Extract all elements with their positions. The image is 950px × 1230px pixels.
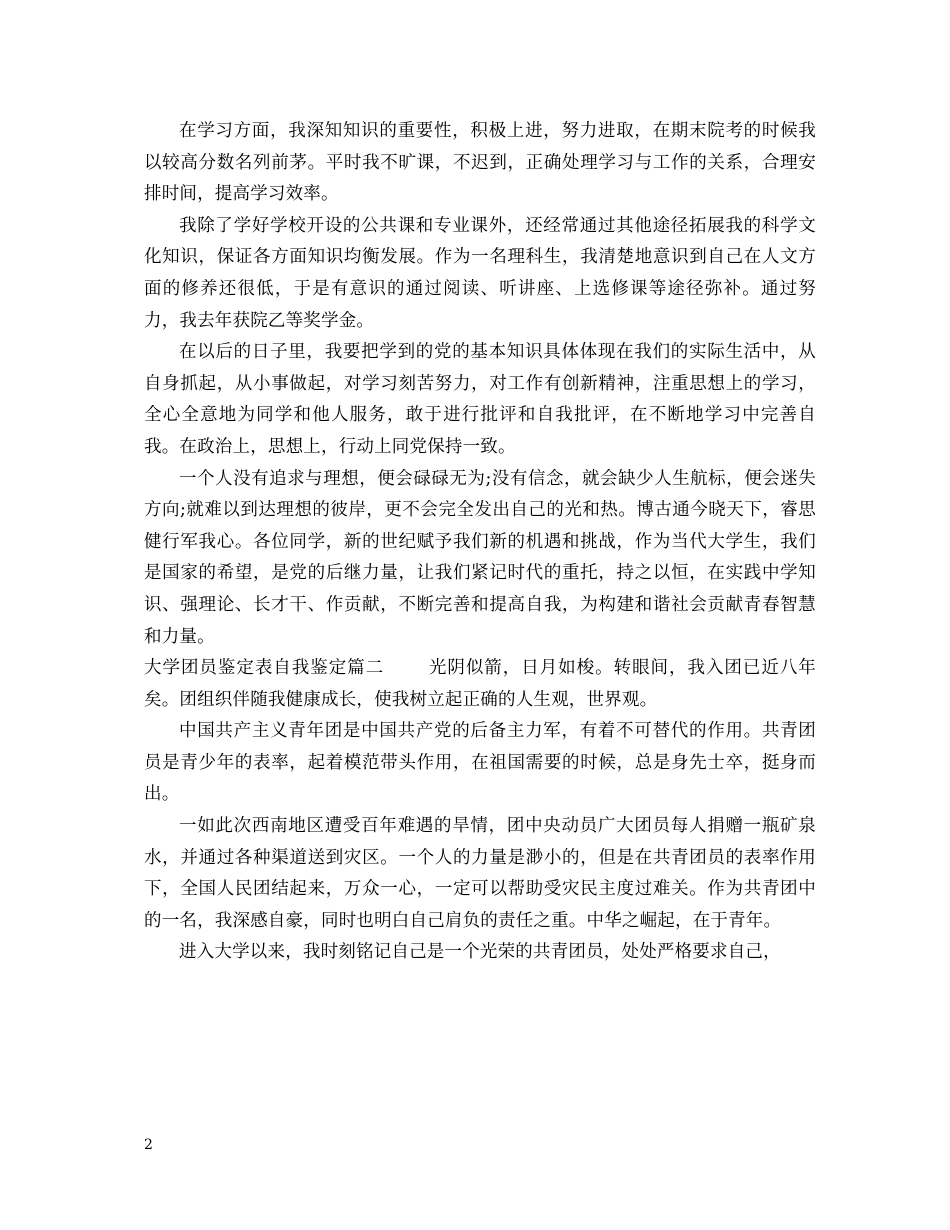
paragraph-ideals: 一个人没有追求与理想，便会碌碌无为;没有信念，就会缺少人生航标，便会迷失方向;就难以到达理想的彼岸，更不会完全发出自己的光和热。博古通今晓天下，睿思健行军我心。各位同学，新的世纪赋予我们新的机遇和挑战，作为当代大学生，我们是国家的希望，是党的后继力量，让我们紧记时代的重托，持之以恒，在实践中学知识、强理论、长才干、作贡献，不断完善和提高自我，为构建和谐社会贡献青春智慧和力量。	[144, 468, 816, 647]
document-body	[144, 116, 816, 969]
paragraph-university: 进入大学以来，我时刻铭记自己是一个光荣的共青团员，处处严格要求自己，	[179, 942, 781, 963]
section-two-intro-paragraph	[144, 653, 816, 716]
paragraph-knowledge: 我除了学好学校开设的公共课和专业课外，还经常通过其他途径拓展我的科学文化知识，保证各方面知识均衡发展。作为一名理科生，我清楚地意识到自己在人文方面的修养还很低，于是有意识的通过阅读、听讲座、上选修课等途径弥补。通过努力，我去年获院乙等奖学金。	[144, 215, 816, 331]
paragraph-future: 在以后的日子里，我要把学到的党的基本知识具体体现在我们的实际生活中，从自身抓起，从小事做起，对学习刻苦努力，对工作有创新精神，注重思想上的学习，全心全意地为同学和他人服务，敢于进行批评和自我批评，在不断地学习中完善自我。在政治上，思想上，行动上同党保持一致。	[144, 342, 816, 457]
paragraph-drought: 一如此次西南地区遭受百年难遇的旱情，团中央动员广大团员每人捐赠一瓶矿泉水，并通过各种渠道送到灾区。一个人的力量是渺小的，但是在共青团员的表率作用下，全国人民团结起来，万众一心，一定可以帮助受灾民主度过难关。作为共青团中的一名，我深感自豪，同时也明白自己肩负的责任之重。中华之崛起，在于青年。	[144, 816, 816, 931]
page-number: 2	[144, 1137, 153, 1153]
paragraph-league-role: 中国共产主义青年团是中国共产党的后备主力军，有着不可替代的作用。共青团员是青少年的表率，起着模范带头作用，在祖国需要的时候，总是身先士卒，挺身而出。	[144, 721, 816, 805]
section-intro-text: 光阴似箭，日月如梭。转眼间，我入团已近八年矣。团组织伴随我健康成长，使我树立起正确的人生观，世界观。	[144, 658, 816, 710]
section-title: 大学团员鉴定表自我鉴定篇二	[144, 658, 385, 679]
paragraph-study: 在学习方面，我深知知识的重要性，积极上进，努力进取，在期末院考的时候我以较高分数名列前茅。平时我不旷课，不迟到，正确处理学习与工作的关系，合理安排时间，提高学习效率。	[144, 121, 816, 205]
